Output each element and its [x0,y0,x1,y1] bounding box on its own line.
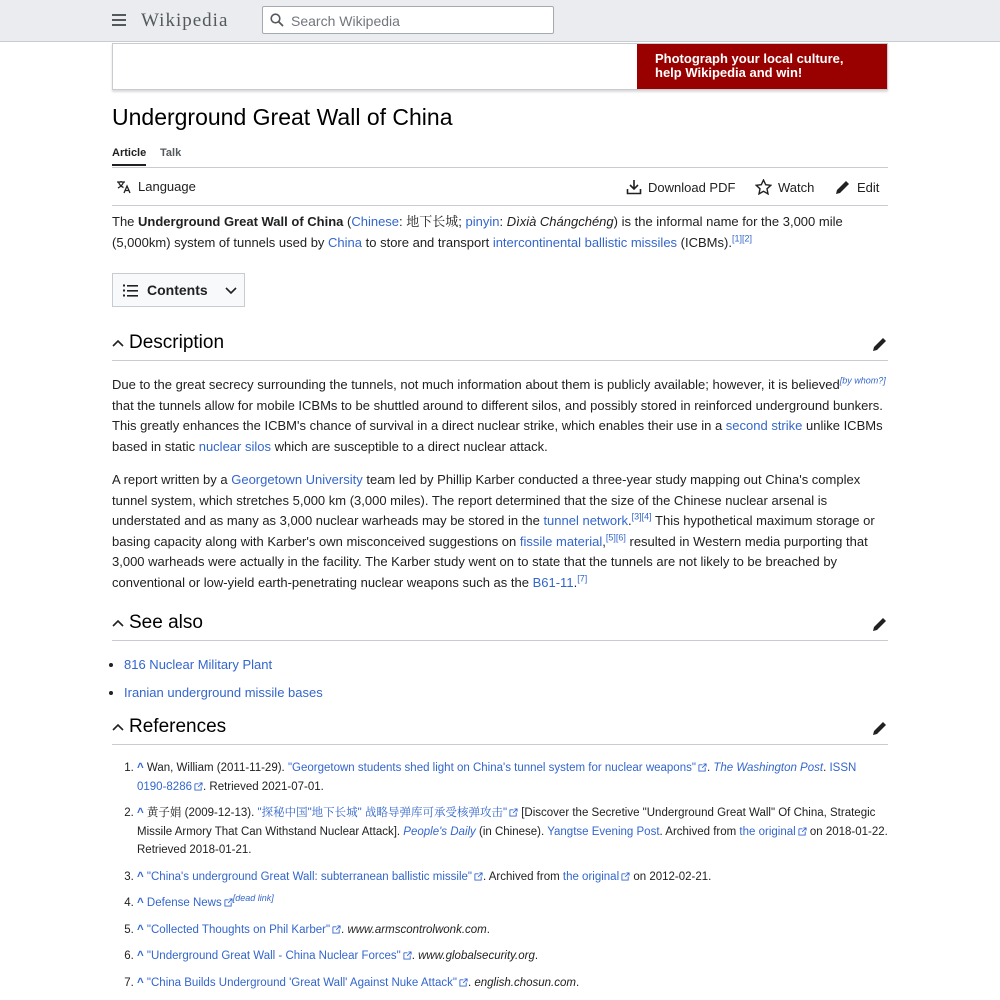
search-icon [270,13,284,27]
reference-item: 2. ^ 黄子娟 (2009-12-13). "探秘中国"地下长城" 战略导弹库可承受核弹攻击" [Discover the Secretive "Underground Great Wall" Of China, Strategic Missile Armory That Can Withstand Nuclear Attack]. People's Daily (in Chinese). Yangtse Evening Post. Archived from the original on 2018-01-22. Retrieved 2018-01-21. [137,804,888,860]
pencil-icon [835,179,851,195]
backlink-caret[interactable]: ^ [137,950,144,962]
external-link-icon [798,827,807,836]
tab-article[interactable]: Article [112,147,146,166]
page-title: Underground Great Wall of China [112,104,453,130]
second-strike-link[interactable]: second strike [725,418,803,433]
by-whom-tag[interactable]: [by whom?] [839,375,886,386]
chevron-down-icon [225,287,237,295]
see-also-link[interactable]: Iranian underground missile bases [124,685,323,700]
section-heading: Description [129,332,225,353]
backlink-caret[interactable]: ^ [137,807,144,819]
language-icon [116,180,132,194]
backlink-caret[interactable]: ^ [137,923,144,936]
fissile-material-link[interactable]: fissile material [519,533,603,549]
publication-link[interactable]: The Washington Post [713,762,824,774]
contents-label: Contents [147,282,208,298]
issn-link[interactable]: ISSN 0190-8286 [137,762,857,793]
see-also-link[interactable]: 816 Nuclear Military Plant [124,657,273,672]
external-link-icon [459,978,468,987]
reference-link[interactable]: "Collected Thoughts on Phil Karber" [146,923,331,936]
section-heading: See also [129,612,203,633]
external-link-icon [403,951,412,960]
top-header [0,0,1000,42]
watch-label: Watch [778,179,815,195]
intro-paragraph: The Underground Great Wall of China (Chinese: 地下长城; pinyin: Dìxià Chángchéng) is the informal name for the 3,000 mile (5,000km) system of tunnels used by China to store and transport intercontinental ballistic missiles (ICBMs).[1][2] [112,214,843,250]
section-description-header [112,332,888,361]
collapse-chevron-icon[interactable] [112,619,124,627]
collapse-chevron-icon[interactable] [112,723,124,731]
download-pdf-button[interactable] [626,179,735,195]
yangtse-link[interactable]: Yangtse Evening Post [547,825,660,838]
backlink-caret[interactable]: ^ [137,976,144,989]
see-also-list [112,651,323,707]
reference-item [137,894,888,913]
description-paragraph-1: Due to the great secrecy surrounding the tunnels, not much information about them is publicly available; however, it is believed[by whom?] that the tunnels allow for mobile ICBMs to be shuttled around to different silos, and possibly stored in reinforced underground bunkers. This greatly enhances the ICBM's chance of survival in a direct nuclear strike, which enables their use in a second strike unlike ICBMs based in static nuclear silos which are susceptible to a direct nuclear attack. [112,375,886,454]
archive-link[interactable]: the original [739,825,796,838]
download-icon [626,179,642,195]
tunnel-network-link[interactable]: tunnel network [543,513,628,528]
list-icon [123,284,138,297]
edit-section-icon[interactable] [872,616,888,632]
collapse-chevron-icon[interactable] [112,339,124,347]
georgetown-link[interactable]: Georgetown University [231,472,363,487]
nuclear-silos-link[interactable]: nuclear silos [198,438,271,454]
external-link-icon [698,763,707,772]
chinese-link[interactable]: Chinese [351,214,400,229]
download-label: Download PDF [648,179,736,195]
references-list [112,759,888,1000]
b61-link[interactable]: B61-11 [532,574,574,590]
reference-link[interactable]: "China Builds Underground 'Great Wall' Against Nuke Attack" [146,976,457,989]
icbm-link[interactable]: intercontinental ballistic missiles [492,234,678,250]
reference-link[interactable]: "Georgetown students shed light on China's tunnel system for nuclear weapons" [287,762,696,774]
backlink-caret[interactable]: ^ [137,870,144,883]
list-item [124,651,323,679]
description-paragraph-2: A report written by a Georgetown University team led by Phillip Karber conducted a three-year study mapping out China's complex tunnel system, which stretches 5,000 km (3,000 miles). The report determined that the size of the Chinese nuclear arsenal is understated and as many as 3,000 nuclear warheads may be stored in the tunnel network.[3][4] This hypothetical maximum storage or basing capacity along with Karber's own misconceived suggestions on fissile material,[5][6] resulted in Western media purporting that 3,000 warheads were actually in the facility. The Karber study went on to state that the tunnels are not likely to be breached by conventional or low-yield earth-penetrating nuclear weapons such as the B61-11.[7] [112,472,875,590]
reference-link[interactable]: "China's underground Great Wall: subterranean ballistic missile" [146,870,472,883]
external-link-icon [194,782,203,791]
backlink-caret[interactable]: ^ [137,897,144,909]
external-link-icon [621,872,630,881]
section-references-header [112,716,888,745]
backlink-caret[interactable]: ^ [137,762,144,774]
star-icon [755,179,772,195]
citation-3-4[interactable]: [3][4] [631,511,652,522]
reference-item: 1. ^ Wan, William (2011-11-29). "Georgetown students shed light on China's tunnel system for nuclear weapons" . The Washington Post. ISSN 0190-8286 . Retrieved 2021-07-01. [137,759,888,796]
list-item [124,679,323,707]
pinyin-link[interactable]: pinyin [465,214,500,229]
banner-cta[interactable]: Photograph your local culture, help Wikipedia and win! [637,44,887,89]
citation-5-6[interactable]: [5][6] [605,532,626,543]
dead-link-tag[interactable]: [dead link] [232,893,274,904]
reference-item: 5. ^ "Collected Thoughts on Phil Karber" . www.armscontrolwonk.com. [137,921,888,940]
citation-1-2[interactable]: [1][2] [731,233,752,244]
external-link-icon [509,808,518,817]
archive-link[interactable]: the original [562,870,620,883]
reference-item: 3. ^ "China's underground Great Wall: subterranean ballistic missile" . Archived from the original on 2012-02-21. [137,868,888,887]
external-link-icon [332,925,341,934]
section-see-also-header [112,612,888,641]
watch-button[interactable] [755,179,814,195]
main-menu-icon[interactable] [112,14,126,26]
contents-toggle[interactable] [112,273,245,307]
wikipedia-logo[interactable]: Wikipedia [141,10,229,31]
china-link[interactable]: China [328,234,363,250]
external-link-icon [224,898,233,907]
search-input[interactable] [289,10,543,32]
campaign-banner [112,43,888,90]
reference-item: 6. ^ "Underground Great Wall - China Nuclear Forces" . www.globalsecurity.org. [137,947,888,966]
language-label: Language [138,179,196,194]
external-link-icon [474,872,483,881]
language-button[interactable] [116,179,196,194]
tab-talk[interactable]: Talk [160,147,182,159]
page-toolbar [112,173,888,206]
edit-section-icon[interactable] [872,720,888,736]
reference-link[interactable]: "Underground Great Wall - China Nuclear Forces" [146,950,401,962]
publication-link[interactable]: People's Daily [403,825,476,838]
section-heading: References [129,716,227,737]
reference-link[interactable]: Defense News [146,897,222,909]
page-tabs [112,145,888,168]
reference-link[interactable]: "探秘中国"地下长城" 战略导弹库可承受核弹攻击" [257,807,508,819]
edit-label: Edit [857,179,880,195]
edit-button[interactable] [835,179,879,195]
edit-section-icon[interactable] [872,336,888,352]
search-box[interactable] [262,6,554,34]
reference-item: 7. ^ "China Builds Underground 'Great Wall' Against Nuke Attack" . english.chosun.com. [137,974,888,993]
citation-7[interactable]: [7] [577,573,588,584]
